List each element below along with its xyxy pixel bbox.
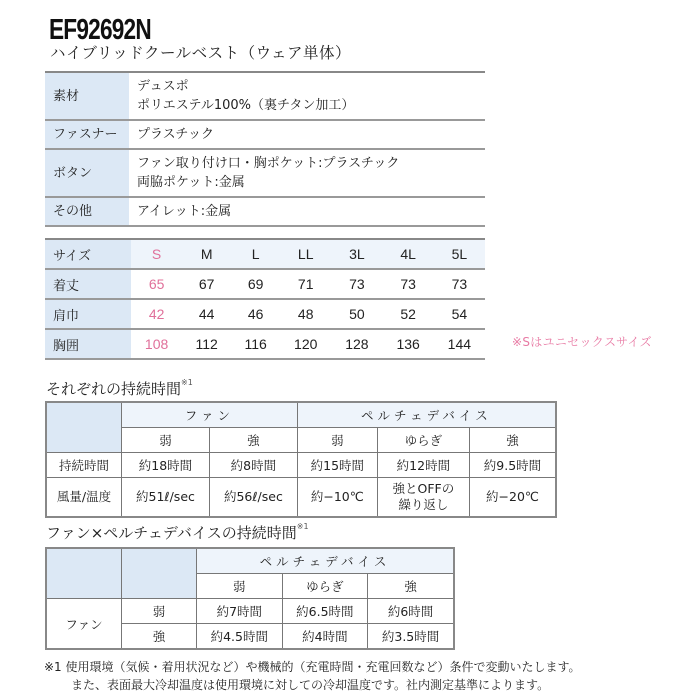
value-cell: 約4時間 [282,624,368,650]
value-cell: 約18時間 [122,453,210,478]
row-label: 弱 [122,599,197,624]
size-col: LL [280,239,331,269]
size-cell: 120 [280,329,331,359]
value-cell: 約12時間 [377,453,469,478]
level-cell: ゆらぎ [377,428,469,453]
value-cell: 約51ℓ/sec [122,478,210,518]
spec-label: 素材 [45,72,129,120]
value-cell: 約−10℃ [297,478,377,518]
model-number: EF92692N [49,14,151,46]
size-cell: 48 [280,299,331,329]
spec-label: その他 [45,197,129,226]
value-cell: 約56ℓ/sec [209,478,297,518]
combo-row [46,599,454,624]
value-cell: 約15時間 [297,453,377,478]
row-group-fan: ファン [46,599,122,650]
spec-row-material [45,72,485,120]
combo-title-text: ファン×ペルチェデバイスの持続時間 [46,524,297,542]
value-line: 強とOFFの [392,481,455,496]
size-row-shoulder [45,299,485,329]
value-cell [377,478,469,518]
value-cell: 約6.5時間 [282,599,368,624]
group-header-row [46,402,556,428]
size-header-label: サイズ [45,239,131,269]
value-cell: 約−20℃ [469,478,556,518]
size-col: M [182,239,231,269]
value-cell: 約4.5時間 [197,624,283,650]
value-cell: 約8時間 [209,453,297,478]
spec-value: アイレット:金属 [129,197,485,226]
level-cell: 強 [469,428,556,453]
size-cell: 54 [434,299,485,329]
footnote-marker: ※1 [296,522,309,531]
size-col: 4L [383,239,434,269]
group-fan: ファン [122,402,298,428]
size-cell: 69 [231,269,280,299]
spec-value: プラスチック [129,120,485,149]
group-peltier: ペルチェデバイス [197,548,455,574]
value-cell: 約9.5時間 [469,453,556,478]
size-col: L [231,239,280,269]
combo-group-row [46,548,454,574]
size-cell: 73 [434,269,485,299]
level-cell: 弱 [297,428,377,453]
size-row-label: 肩巾 [45,299,131,329]
size-col: 5L [434,239,485,269]
combo-table [45,547,455,650]
footnote-line-1: ※1 使用環境（気候・着用状況など）や機械的（充電時間・充電回数など）条件で変動いたします。 [44,660,581,674]
duration-table [45,401,557,518]
footnote-line-2: また、表面最大冷却温度は使用環境に対しての冷却温度です。社内測定基準によります。 [71,678,550,692]
row-label: 持続時間 [46,453,122,478]
size-cell: 136 [383,329,434,359]
size-row-label: 着丈 [45,269,131,299]
size-row-length [45,269,485,299]
spec-line: ファン取り付け口・胸ポケット:プラスチック [137,156,400,171]
size-cell: 67 [182,269,231,299]
duration-title [46,378,193,399]
size-cell: 112 [182,329,231,359]
duration-row [46,453,556,478]
size-cell: 116 [231,329,280,359]
airflow-temp-row [46,478,556,518]
size-col: 3L [331,239,382,269]
spec-row-fastener [45,120,485,149]
row-label: 風量/温度 [46,478,122,518]
value-cell: 約7時間 [197,599,283,624]
level-cell: 強 [209,428,297,453]
spec-line: 両脇ポケット:金属 [137,175,245,190]
spec-row-button [45,149,485,197]
spec-line: デュスポ [137,79,189,94]
corner-cell [46,548,122,599]
product-name: ハイブリッドクールベスト（ウェア単体） [50,44,352,62]
size-cell: 44 [182,299,231,329]
group-peltier: ペルチェデバイス [297,402,556,428]
size-col: S [131,239,182,269]
spec-value [129,72,485,120]
size-cell: 73 [331,269,382,299]
level-header-row [46,428,556,453]
size-row-chest [45,329,485,359]
spec-value [129,149,485,197]
size-cell: 71 [280,269,331,299]
size-cell: 144 [434,329,485,359]
size-row-label: 胸囲 [45,329,131,359]
unisex-note: ※Sはユニセックスサイズ [512,335,652,349]
corner-cell [122,548,197,599]
duration-title-text: それぞれの持続時間 [46,380,182,398]
footnote-marker: ※1 [181,378,193,387]
size-cell: 73 [383,269,434,299]
size-cell: 65 [131,269,182,299]
size-cell: 50 [331,299,382,329]
value-cell: 約6時間 [368,599,454,624]
spec-row-other [45,197,485,226]
spec-table [45,71,485,227]
combo-title [46,522,309,543]
size-table [45,238,485,360]
size-cell: 128 [331,329,382,359]
spec-line: ポリエステル100%（裏チタン加工） [137,98,355,113]
size-cell: 52 [383,299,434,329]
size-header-row [45,239,485,269]
size-cell: 108 [131,329,182,359]
corner-cell [46,402,122,453]
level-cell: 強 [368,574,454,599]
value-line: 繰り返し [398,497,449,512]
level-cell: 弱 [122,428,210,453]
row-label: 強 [122,624,197,650]
value-cell: 約3.5時間 [368,624,454,650]
spec-label: ボタン [45,149,129,197]
size-cell: 46 [231,299,280,329]
level-cell: 弱 [197,574,283,599]
spec-label: ファスナー [45,120,129,149]
size-cell: 42 [131,299,182,329]
level-cell: ゆらぎ [282,574,368,599]
